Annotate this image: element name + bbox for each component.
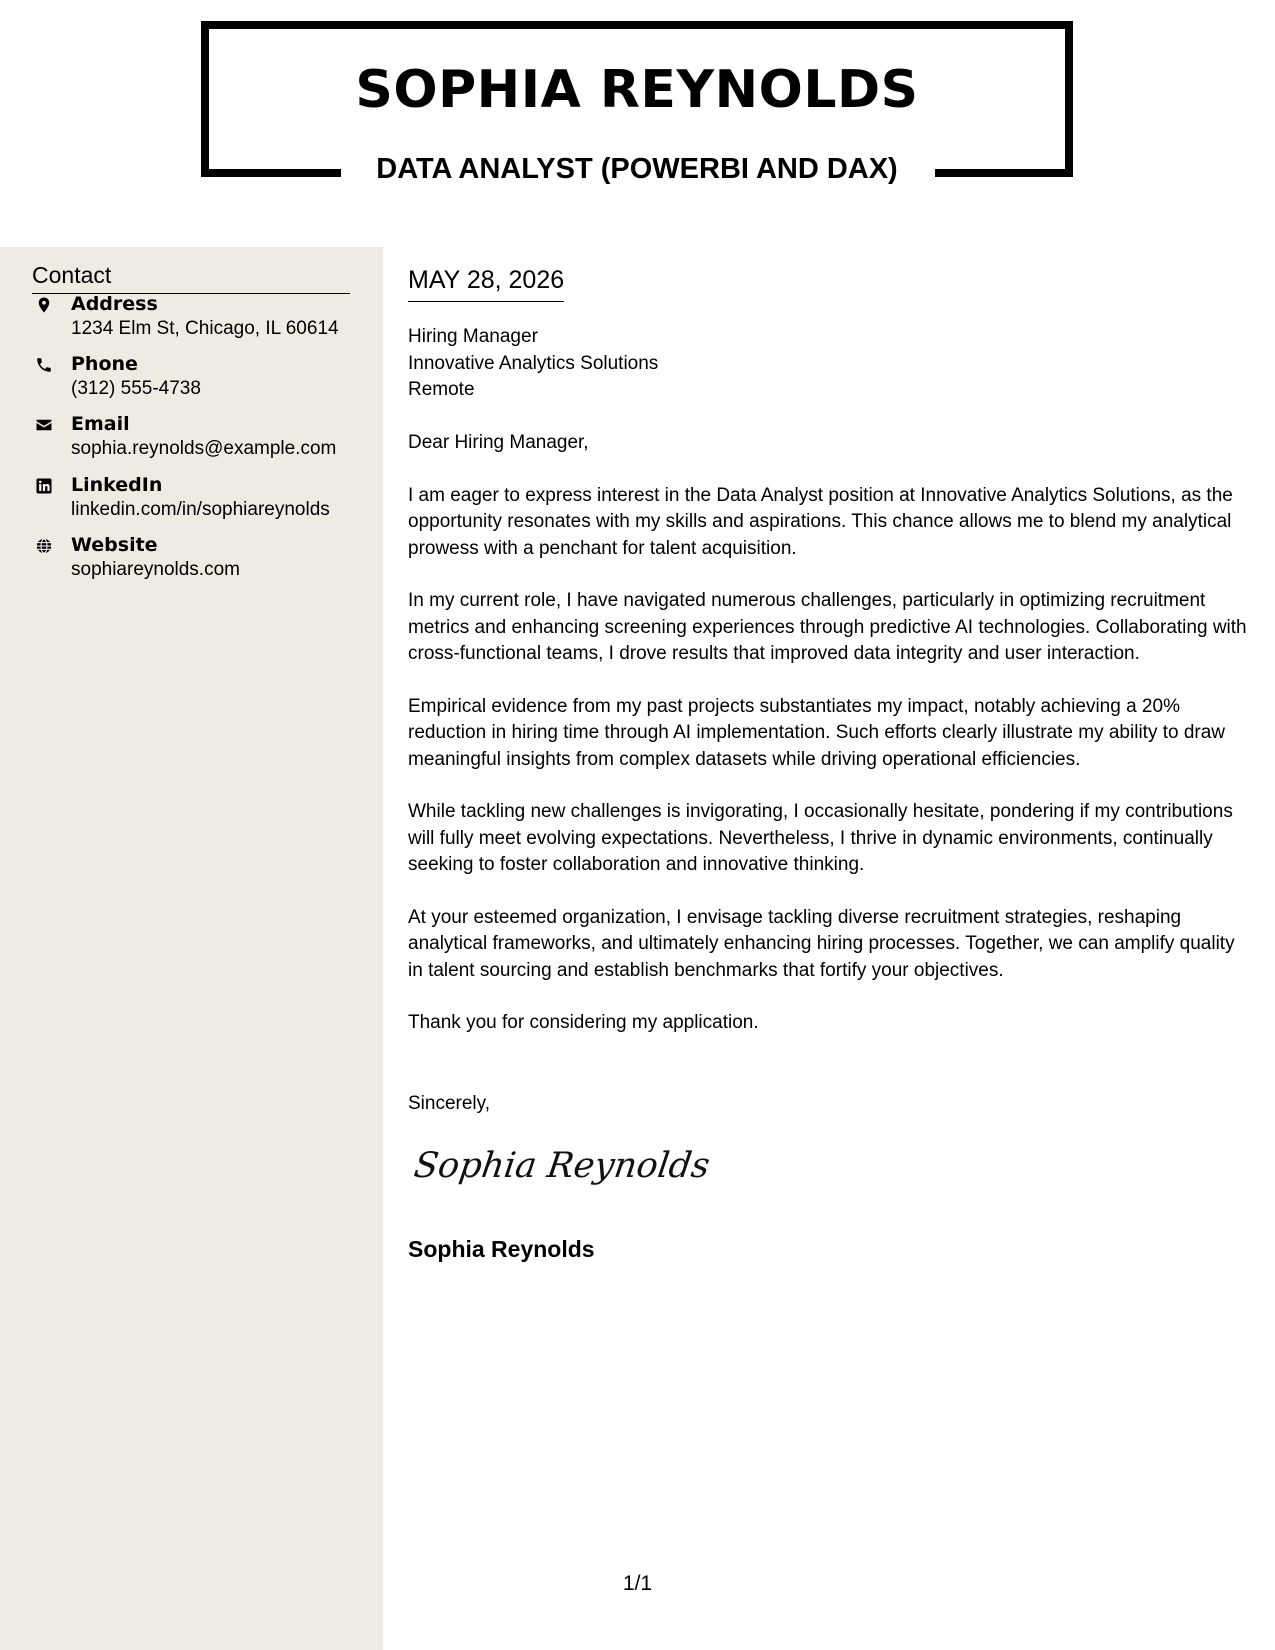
- contact-label: Email: [71, 413, 130, 435]
- recipient-location: Remote: [408, 379, 475, 400]
- page-number: 1/1: [622, 1572, 653, 1595]
- letter-date: MAY 28, 2026: [408, 266, 564, 302]
- body-paragraph: At your esteemed organization, I envisage tackling diverse recruitment strategies, reshaping analytical frameworks, and ultimately enhancing hiring processes. Together, we can amplify quality in talent sourcing and establish benchmarks that fortify your objectives.: [408, 906, 1235, 981]
- body-paragraph: Empirical evidence from my past projects substantiates my impact, notably achieving a 20% reduction in hiring time through AI implementation. Such efforts clearly illustrate my ability to draw meaningful insights from complex datasets while driving operational efficiencies.: [408, 695, 1226, 770]
- salutation: Dear Hiring Manager,: [408, 432, 589, 453]
- phone-value: (312) 555-4738: [71, 378, 201, 399]
- signature-script: Sophia Reynolds: [411, 1145, 713, 1186]
- email-value: sophia.reynolds@example.com: [71, 438, 337, 459]
- closing: Sincerely,: [408, 1093, 491, 1114]
- envelope-icon: [32, 413, 56, 437]
- linkedin-value: linkedin.com/in/sophiareynolds: [71, 499, 330, 520]
- website-value: sophiareynolds.com: [71, 559, 240, 580]
- signer-name: Sophia Reynolds: [408, 1236, 595, 1262]
- contact-label: Address: [71, 293, 158, 315]
- globe-icon: [32, 534, 56, 558]
- job-title: DATA ANALYST (POWERBI AND DAX): [376, 153, 898, 185]
- applicant-name: SOPHIA REYNOLDS: [355, 60, 919, 120]
- recipient-company: Innovative Analytics Solutions: [408, 352, 659, 374]
- body-paragraph: While tackling new challenges is invigorating, I occasionally hesitate, pondering if my contributions will fully meet evolving expectations. Nevertheless, I thrive in dynamic environments, continually seeking to foster collaboration and innovative thinking.: [408, 801, 1233, 875]
- letter-body: [408, 430, 1248, 1063]
- recipient-block: [408, 324, 658, 404]
- body-paragraph: In my current role, I have navigated numerous challenges, particularly in optimizing recruitment metrics and enhancing screening experiences through predictive AI technologies. Collaborating with cross-functional teams, I drove results that improved data integrity and user interaction.: [408, 590, 1247, 664]
- handwritten-signature: [411, 1140, 713, 1197]
- contact-label: LinkedIn: [71, 474, 163, 496]
- body-paragraph: I am eager to express interest in the Data Analyst position at Innovative Analytics Solutions, as the opportunity resonates with my skills and aspirations. This chance allows me to blend my analytical prowess with a penchant for talent acquisition.: [408, 484, 1233, 559]
- body-paragraph: Thank you for considering my application.: [408, 1012, 759, 1033]
- contact-label: Phone: [71, 353, 138, 375]
- map-pin-icon: [32, 293, 56, 317]
- contact-heading: Contact: [32, 262, 350, 294]
- linkedin-icon: [32, 474, 56, 498]
- address-value: 1234 Elm St, Chicago, IL 60614: [71, 318, 339, 339]
- recipient-title: Hiring Manager: [408, 326, 538, 347]
- contact-label: Website: [71, 534, 158, 556]
- phone-icon: [32, 353, 56, 377]
